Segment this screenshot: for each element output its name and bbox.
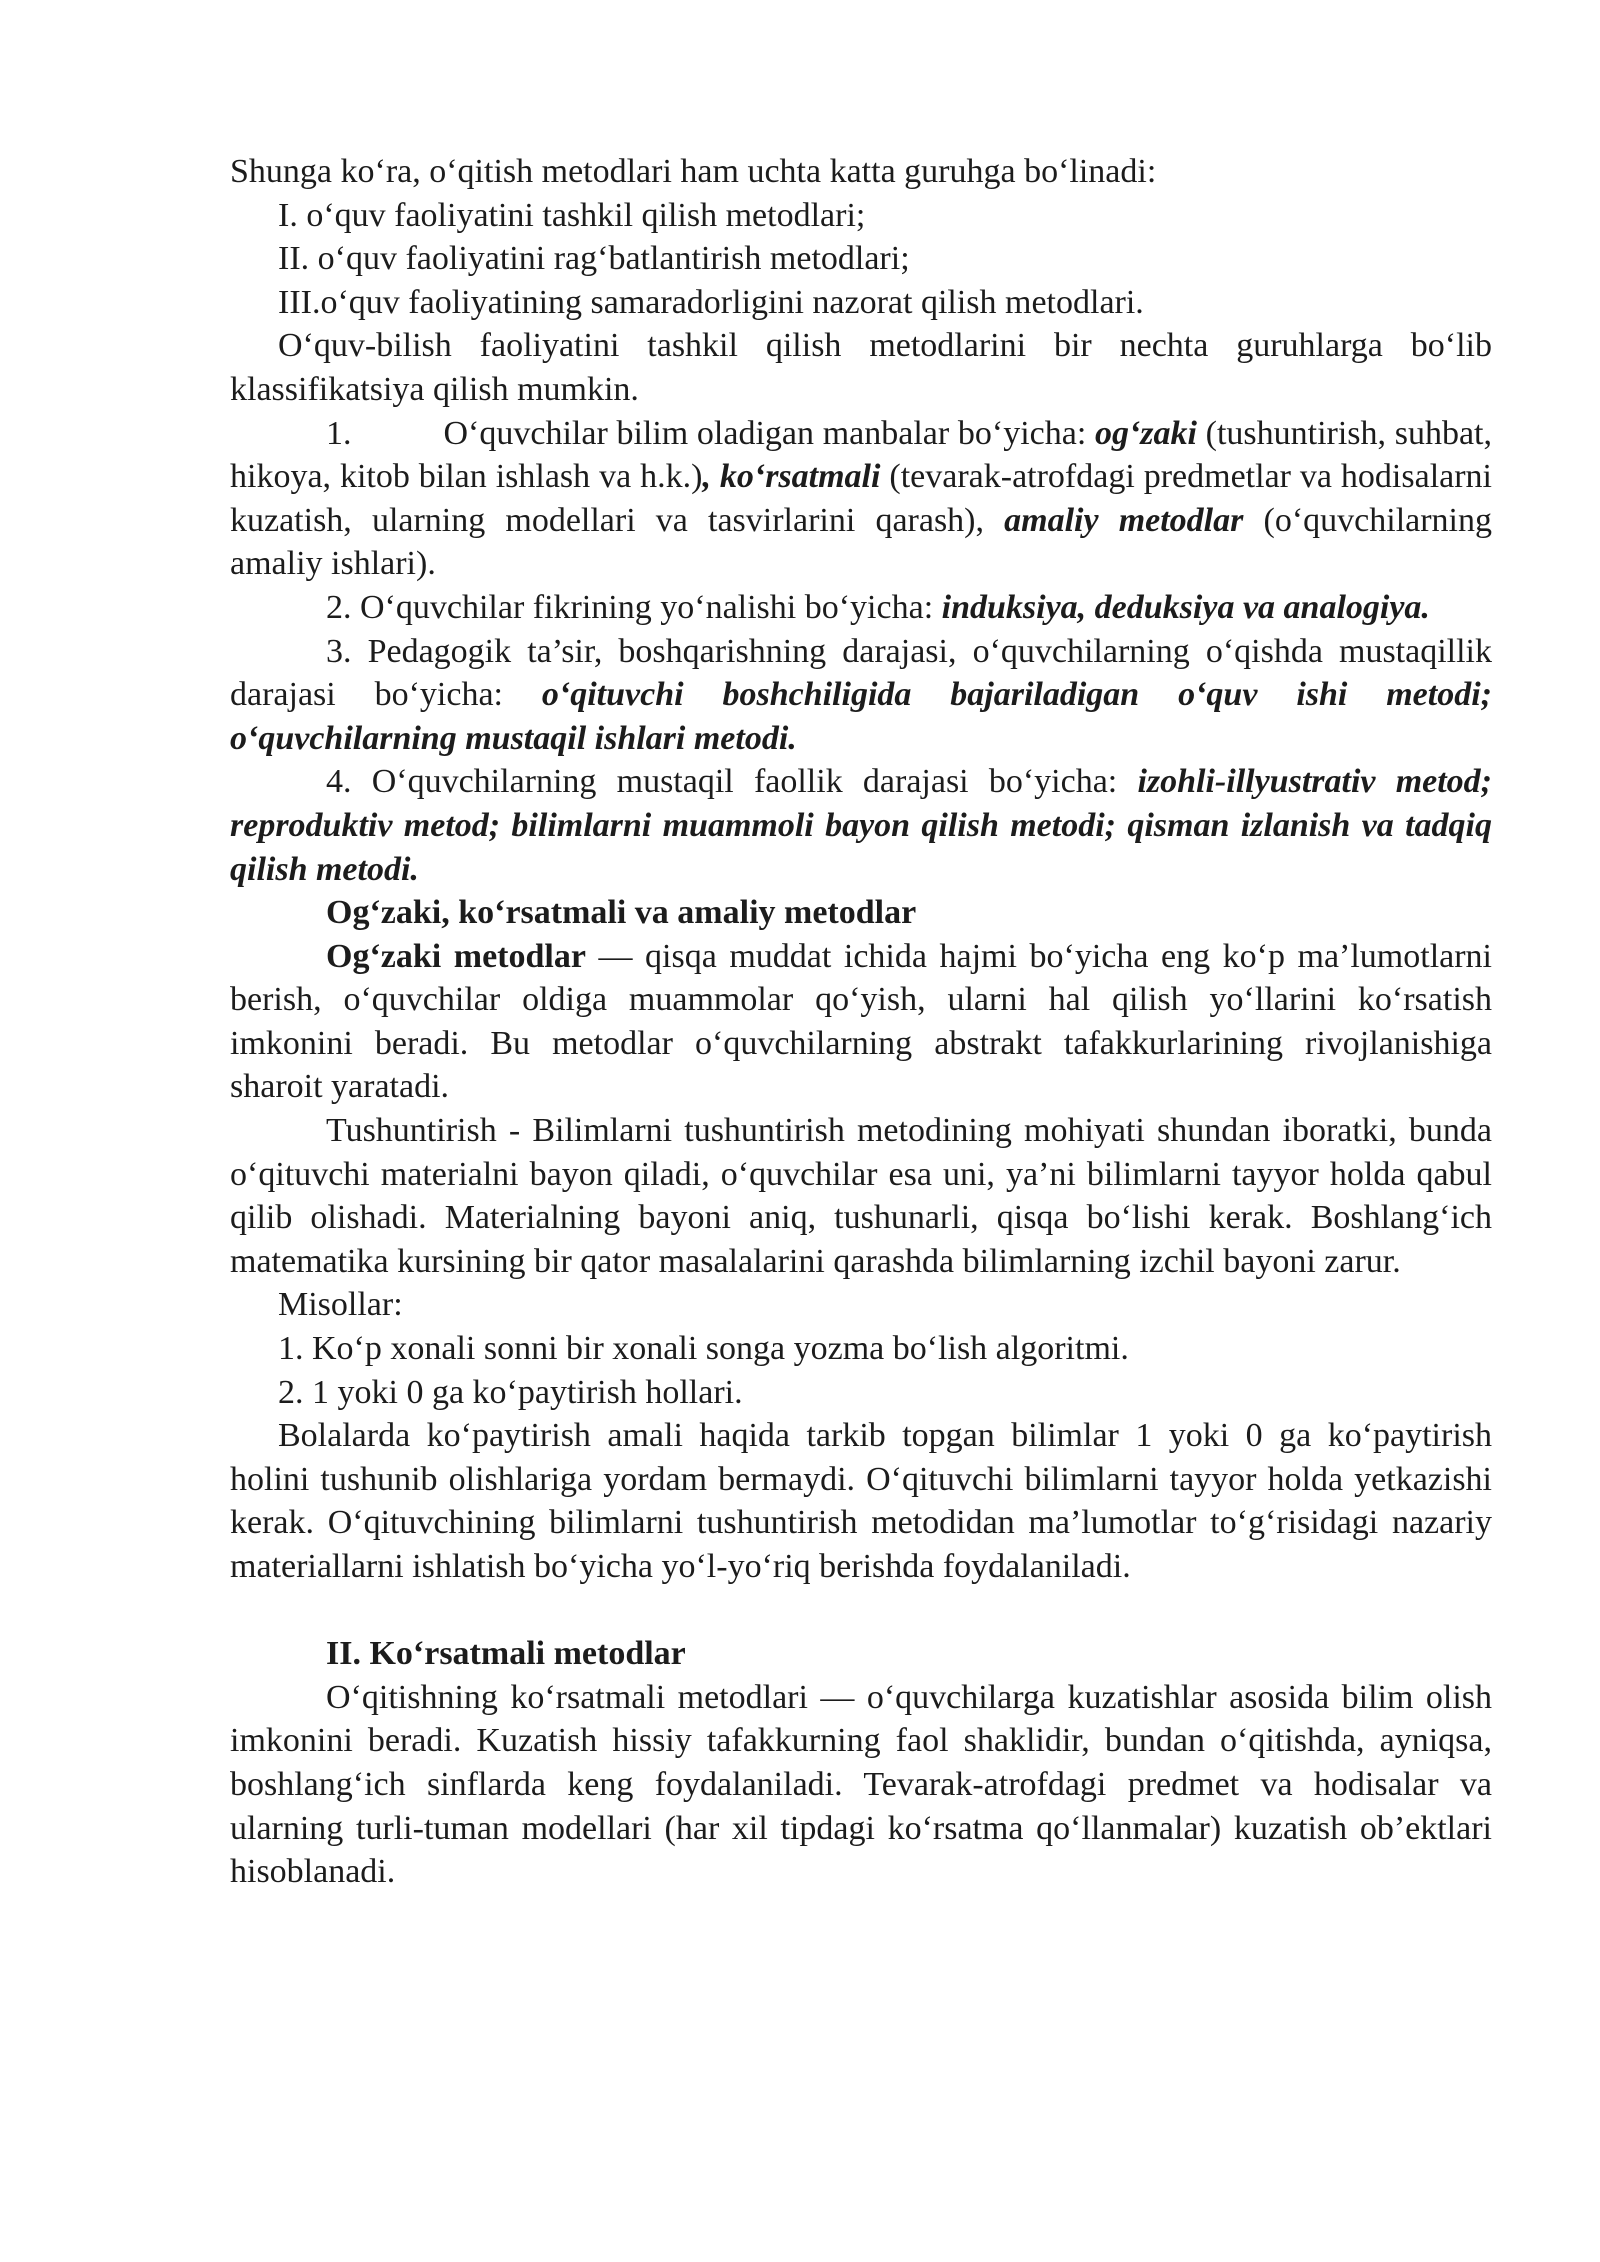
explanation-paragraph: Tushuntirish - Bilimlarni tushuntirish metodining mohiyati shundan iboratki, bunda o‘qituvchi materialni bayon qiladi, o‘quvchilar esa uni, ya’ni bilimlarni tayyor holda qabul qilib olishadi. Materialning bayoni aniq, tushunarli, qisqa bo‘lishi kerak. Boshlang‘ich matematika kursining bir qator masalalarini qarashda bilimlarning izchil bayoni zarur.	[230, 1112, 1492, 1280]
classification-item-3	[230, 630, 1492, 761]
multiplication-paragraph: Bolalarda ko‘paytirish amali haqida tarkib topgan bilimlar 1 yoki 0 ga ko‘paytirish holini tushunib olishlariga yordam bermaydi. O‘qituvchi bilimlarni tayyor holda yetkazishi kerak. O‘qituvchining bilimlarni tushuntirish metodidan ma’lumotlar to‘g‘risidagi nazariy materiallarni ishlatish bo‘yicha yo‘l-yo‘riq berishda foydalaniladi.	[230, 1417, 1492, 1585]
list-item: III.o‘quv faoliyatining samaradorligini nazorat qilish metodlari.	[278, 283, 1144, 321]
example-item: 2. 1 yoki 0 ga ko‘paytirish hollari.	[278, 1373, 743, 1411]
item-text: (tushuntirish, suhbat, hikoya, kitob bilan ishlash va h.k.)	[230, 414, 1492, 496]
oral-methods-paragraph	[230, 935, 1492, 1109]
document-page	[230, 150, 1492, 1894]
intro-paragraph: Shunga ko‘ra, o‘qitish metodlari ham uchta katta guruhga bo‘linadi:	[230, 153, 1157, 190]
classification-item-4	[230, 760, 1492, 891]
item-text: (o‘quvchilarning amaliy ishlari).	[230, 501, 1492, 583]
emphasis-text: o‘qituvchi boshchiligida bajariladigan o‘quv ishi metodi; o‘quvchilarning mustaqil ishlari metodi.	[230, 676, 1492, 757]
emphasis-text: amaliy metodlar	[1004, 501, 1244, 539]
list-item: II. o‘quv faoliyatini rag‘batlantirish metodlari;	[278, 240, 910, 278]
examples-label: Misollar:	[278, 1286, 403, 1324]
term-text: Og‘zaki metodlar	[326, 937, 586, 975]
emphasis-text: , ko‘rsatmali	[702, 458, 881, 496]
paragraph-text: — qisqa muddat ichida hajmi bo‘yicha eng ko‘p ma’lumotlarni berish, o‘quvchilar oldiga muammolar qo‘yish, ularni hal qilish yo‘llarini ko‘rsatish imkonini beradi. Bu metodlar o‘quvchilarning abstrakt tafakkurlarining rivojlanishiga sharoit yaratadi.	[230, 937, 1492, 1106]
item-text: 3. Pedagogik ta’sir, boshqarishning darajasi, o‘quvchilarning o‘qishda mustaqillik darajasi bo‘yicha:	[230, 632, 1492, 714]
example-item: 1. Ko‘p xonali sonni bir xonali songa yozma bo‘lish algoritmi.	[278, 1330, 1129, 1368]
item-text: (tevarak-atrofdagi predmetlar va hodisalarni kuzatish, ularning modellari va tasvirlarini qarash),	[230, 458, 1493, 539]
visual-methods-paragraph: O‘qitishning ko‘rsatmali metodlari — o‘quvchilarga kuzatishlar asosida bilim olish imkonini beradi. Kuzatish hissiy tafakkurning faol shaklidir, bundan o‘qitishda, ayniqsa, boshlang‘ich sinflarda keng foydalaniladi. Tevarak-atrofdagi predmet va hodisalar va ularning turli-tuman modellari (har xil tipdagi ko‘rsatma qo‘llanmalar) kuzatish ob’ektlari hisoblanadi.	[230, 1678, 1492, 1891]
item-text: 2. O‘quvchilar fikrining yo‘nalishi bo‘yicha:	[326, 588, 942, 626]
list-item: I. o‘quv faoliyatini tashkil qilish metodlari;	[278, 196, 866, 234]
emphasis-text: induksiya, deduksiya va analogiya.	[941, 588, 1430, 626]
classification-item-1	[230, 412, 1492, 586]
item-text: 4. O‘quvchilarning mustaqil faollik darajasi bo‘yicha:	[326, 763, 1138, 801]
classification-paragraph: O‘quv-bilish faoliyatini tashkil qilish metodlarini bir nechta guruhlarga bo‘lib klassifikatsiya qilish mumkin.	[230, 327, 1492, 408]
item-text: O‘quvchilar bilim oladigan manbalar bo‘yicha:	[443, 414, 1095, 452]
emphasis-text: izohli-illyustrativ metod; reproduktiv metod; bilimlarni muammoli bayon qilish metodi; qisman izlanish va tadqiq qilish metodi.	[230, 763, 1492, 888]
emphasis-text: og‘zaki	[1094, 414, 1197, 452]
section-heading: Og‘zaki, ko‘rsatmali va amaliy metodlar	[326, 894, 917, 932]
section-heading: II. Ko‘rsatmali metodlar	[326, 1635, 686, 1673]
item-number: 1.	[326, 414, 352, 452]
classification-item-2	[230, 586, 1492, 630]
